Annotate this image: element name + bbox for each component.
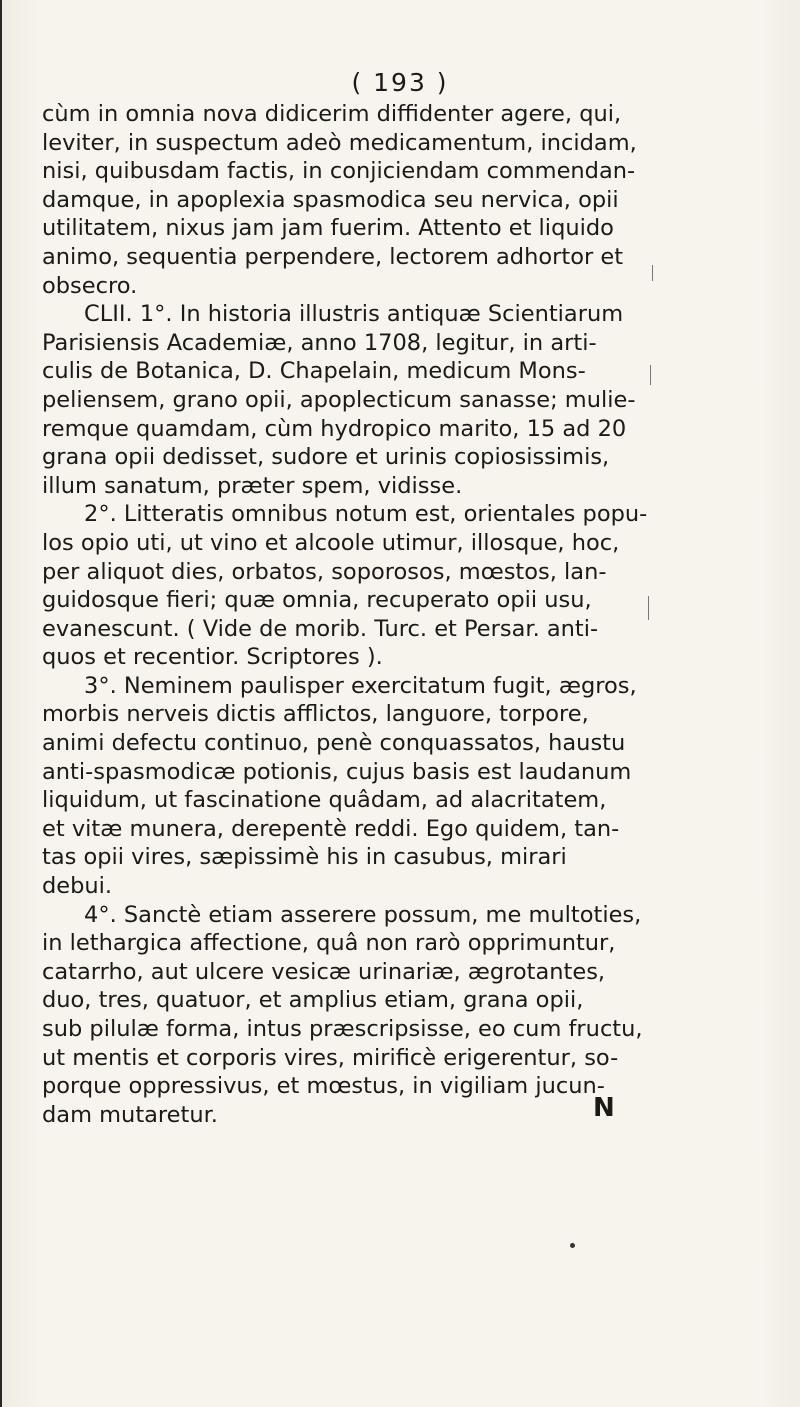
text-line: animi defectu continuo, penè conquassatos, haustu bbox=[42, 730, 626, 757]
text-line: utilitatem, nixus jam jam fuerim. Attento et liquido bbox=[42, 215, 614, 242]
margin-mark bbox=[650, 365, 651, 385]
text-line: tas opii vires, sæpissimè his in casubus, mirari bbox=[42, 844, 567, 871]
text-line: debui. bbox=[42, 873, 113, 900]
text-line: anti-spasmodicæ potionis, cujus basis est laudanum bbox=[42, 758, 632, 785]
text-line: 3°. Neminem paulisper exercitatum fugit, ægros, bbox=[84, 672, 637, 699]
text-line: peliensem, grano opii, apoplecticum sanasse; mulie- bbox=[42, 386, 636, 413]
text-line: grana opii dedisset, sudore et urinis copiosissimis, bbox=[42, 444, 610, 471]
text-line: ut mentis et corporis vires, mirificè erigerentur, so- bbox=[42, 1044, 619, 1071]
text-line: catarrho, aut ulcere vesicæ urinariæ, ægrotantes, bbox=[42, 958, 606, 985]
text-line: per aliquot dies, orbatos, soporosos, mœstos, lan- bbox=[42, 558, 607, 585]
body-text bbox=[42, 100, 782, 1129]
page-number-header: ( 193 ) bbox=[351, 68, 449, 97]
text-line: morbis nerveis dictis afflictos, languore, torpore, bbox=[42, 701, 589, 728]
text-line: Parisiensis Academiæ, anno 1708, legitur, in arti- bbox=[42, 329, 597, 356]
text-line: animo, sequentia perpendere, lectorem adhortor et bbox=[42, 243, 624, 270]
text-line: nisi, quibusdam factis, in conjiciendam commendan- bbox=[42, 158, 636, 185]
text-line: los opio uti, ut vino et alcoole utimur, illosque, hoc, bbox=[42, 529, 620, 556]
text-line: et vitæ munera, derepentè reddi. Ego quidem, tan- bbox=[42, 815, 620, 842]
ink-dot bbox=[570, 1243, 575, 1248]
text-line: obsecro. bbox=[42, 272, 138, 299]
text-line: 4°. Sanctè etiam asserere possum, me multoties, bbox=[84, 901, 642, 928]
margin-mark bbox=[652, 265, 653, 281]
text-line: evanescunt. ( Vide de morib. Turc. et Persar. anti- bbox=[42, 615, 599, 642]
text-line: remque quamdam, cùm hydropico marito, 15 ad 20 bbox=[42, 415, 627, 442]
text-line: cùm in omnia nova didicerim diffidenter agere, qui, bbox=[42, 101, 622, 127]
margin-mark bbox=[648, 596, 649, 620]
text-line: 2°. Litteratis omnibus notum est, orientales popu- bbox=[84, 501, 648, 528]
text-line: culis de Botanica, D. Chapelain, medicum Mons- bbox=[42, 358, 586, 385]
text-line: CLII. 1°. In historia illustris antiquæ Scientiarum bbox=[84, 301, 624, 328]
text-line: damque, in apoplexia spasmodica seu nervica, opii bbox=[42, 186, 619, 213]
text-line: sub pilulæ forma, intus præscripsisse, eo cum fructu, bbox=[42, 1016, 643, 1042]
text-line: illum sanatum, præter spem, vidisse. bbox=[42, 472, 463, 499]
text-line: guidosque fieri; quæ omnia, recuperato opii usu, bbox=[42, 587, 592, 614]
text-line: leviter, in suspectum adeò medicamentum, incidam, bbox=[42, 129, 637, 156]
text-line: quos et recentior. Scriptores ). bbox=[42, 644, 383, 671]
text-line: duo, tres, quatuor, et amplius etiam, grana opii, bbox=[42, 987, 584, 1014]
page-edge bbox=[0, 0, 2, 1407]
text-line: liquidum, ut fascinatione quâdam, ad alacritatem, bbox=[42, 787, 607, 814]
text-line: dam mutaretur. bbox=[42, 1101, 218, 1128]
text-line: porque oppressivus, et mœstus, in vigiliam jucun- bbox=[42, 1073, 605, 1100]
catchword: N bbox=[593, 1093, 615, 1123]
text-line: in lethargica affectione, quâ non rarò opprimuntur, bbox=[42, 930, 616, 957]
